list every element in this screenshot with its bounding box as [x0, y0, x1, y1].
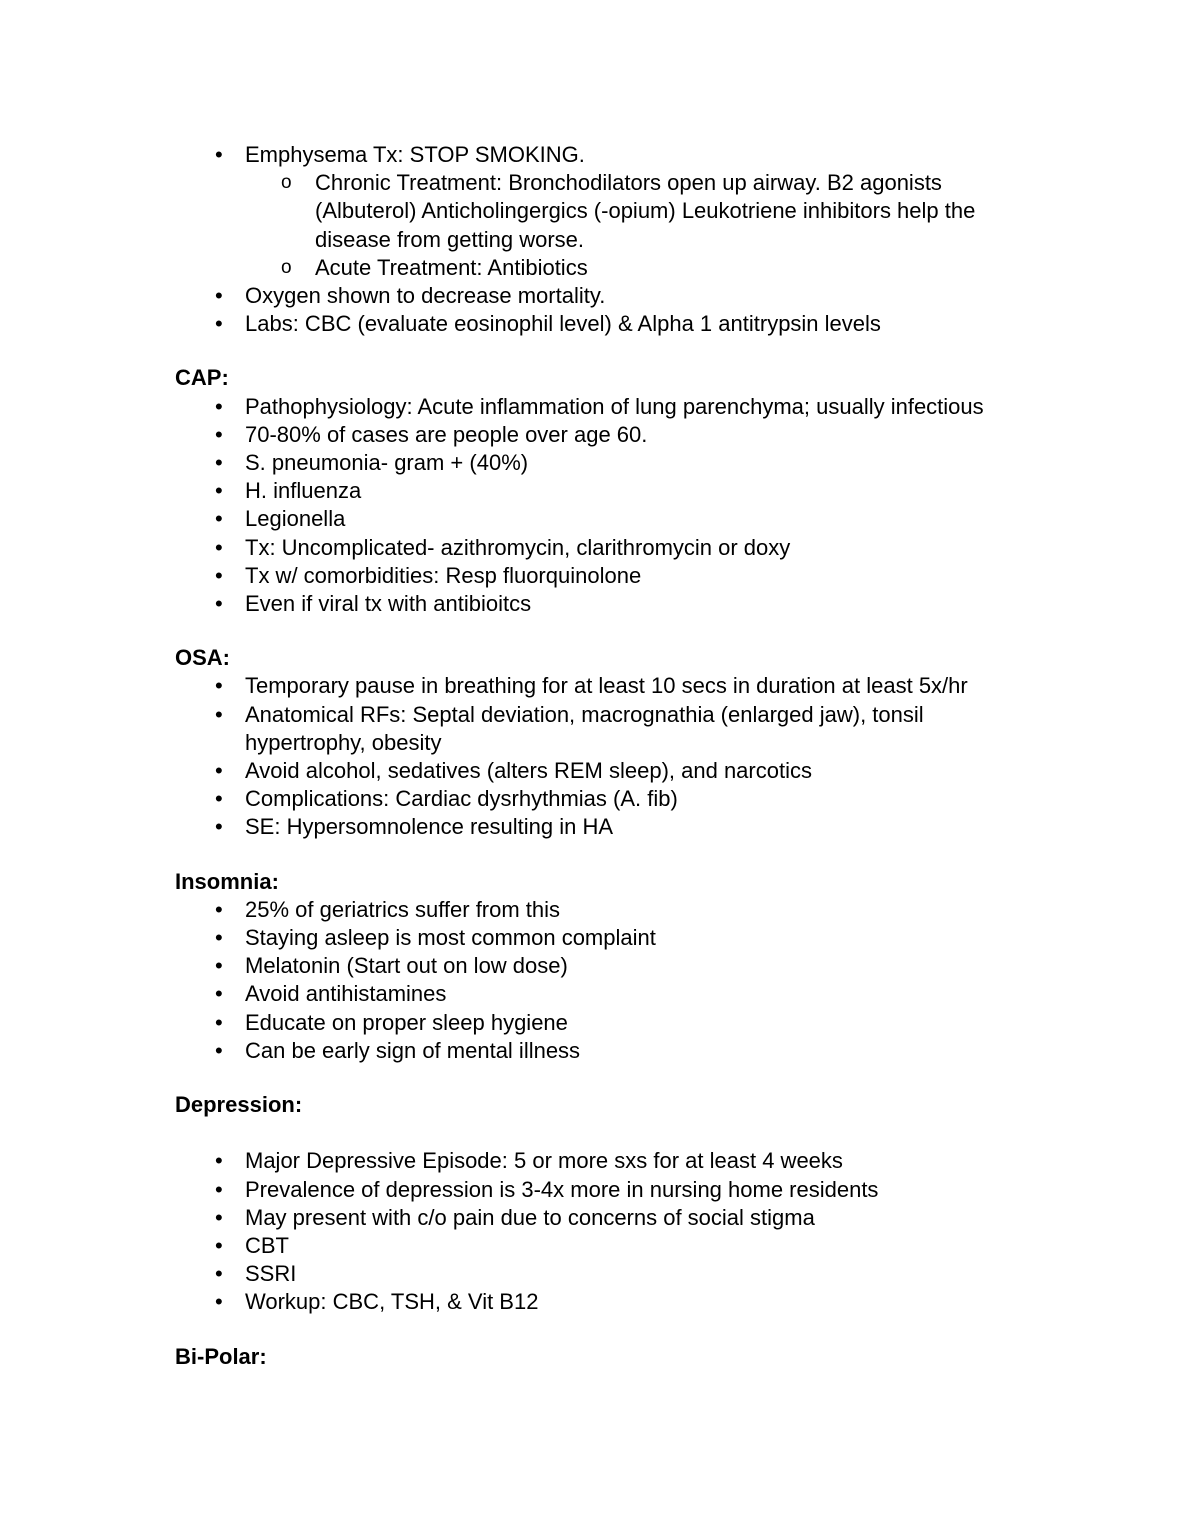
section-heading: Insomnia:: [175, 868, 279, 894]
list-item-text: Anatomical RFs: Septal deviation, macrognathia (enlarged jaw), tonsil hypertrophy, obesity: [245, 701, 924, 755]
list-item: [175, 1260, 1045, 1288]
list-item: [175, 141, 1045, 169]
section: [175, 141, 1045, 338]
section: [175, 364, 1045, 618]
list-item: [175, 310, 1045, 338]
bullet-icon: •: [215, 896, 223, 922]
list-item-text: Emphysema Tx: STOP SMOKING.: [245, 142, 585, 167]
bullet-icon: •: [215, 701, 223, 727]
bullet-list: [175, 393, 1045, 619]
bullet-list: [175, 672, 1045, 841]
bullet-icon: •: [215, 673, 223, 699]
bullet-icon: •: [215, 506, 223, 532]
bullet-icon: •: [215, 1261, 223, 1287]
circle-bullet-icon: o: [281, 256, 292, 278]
bullet-icon: •: [215, 758, 223, 784]
list-item-text: Avoid alcohol, sedatives (alters REM sleep), and narcotics: [245, 758, 812, 784]
list-item-text: Major Depressive Episode: 5 or more sxs for at least 4 weeks: [245, 1148, 843, 1174]
list-item: [175, 896, 1045, 924]
list-item-text: H. influenza: [245, 478, 362, 504]
list-item-text: Avoid antihistamines: [245, 981, 447, 1007]
circle-bullet-icon: o: [281, 172, 292, 194]
section: [175, 868, 1045, 1065]
list-item-text: CBT: [245, 1232, 289, 1258]
list-item-text: Pathophysiology: Acute inflammation of lung parenchyma; usually infectious: [245, 393, 984, 419]
section: [175, 1091, 1045, 1316]
section-heading: CAP:: [175, 365, 229, 391]
bullet-icon: •: [215, 814, 223, 840]
bullet-icon: •: [215, 1289, 223, 1315]
list-item-text: Tx w/ comorbidities: Resp fluorquinolone: [245, 562, 642, 588]
list-item-text: 25% of geriatrics suffer from this: [245, 896, 561, 922]
list-item: [175, 1288, 1045, 1316]
bullet-icon: •: [215, 1232, 223, 1258]
bullet-icon: •: [215, 1204, 223, 1230]
list-item-text: S. pneumonia- gram + (40%): [245, 450, 529, 476]
list-item-text: Complications: Cardiac dysrhythmias (A. fib): [245, 786, 678, 812]
list-item-text: Labs: CBC (evaluate eosinophil level) & Alpha 1 antitrypsin levels: [245, 311, 881, 337]
section-heading: Depression:: [175, 1092, 303, 1118]
list-item: [175, 1147, 1045, 1175]
list-item: [175, 924, 1045, 952]
list-item: [175, 1176, 1045, 1204]
list-item-text: Legionella: [245, 506, 346, 532]
list-item: [175, 590, 1045, 618]
list-item: [175, 1037, 1045, 1065]
list-item: [175, 701, 1045, 757]
bullet-icon: •: [215, 450, 223, 476]
bullet-icon: •: [215, 925, 223, 951]
list-item: [175, 785, 1045, 813]
list-item: [175, 254, 1045, 282]
list-item: [175, 169, 1045, 254]
list-item-text: SE: Hypersomnolence resulting in HA: [245, 814, 614, 840]
list-item: [175, 534, 1045, 562]
list-item-text: Tx: Uncomplicated- azithromycin, clarithromycin or doxy: [245, 534, 791, 560]
bullet-icon: •: [215, 142, 223, 167]
list-item: [175, 952, 1045, 980]
bullet-icon: •: [215, 421, 223, 447]
list-item: [175, 980, 1045, 1008]
bullet-list: [175, 141, 1045, 338]
list-item-text: 70-80% of cases are people over age 60.: [245, 421, 648, 447]
section-heading: OSA:: [175, 645, 230, 671]
list-item-text: Chronic Treatment: Bronchodilators open up airway. B2 agonists (Albuterol) Anticholingergics (-opium) Leukotriene inhibitors help the disease from getting worse.: [315, 170, 976, 252]
bullet-icon: •: [215, 786, 223, 812]
list-item: [175, 757, 1045, 785]
bullet-icon: •: [215, 1148, 223, 1174]
list-item: [175, 449, 1045, 477]
bullet-icon: •: [215, 534, 223, 560]
bullet-icon: •: [215, 393, 223, 419]
list-item-text: Can be early sign of mental illness: [245, 1037, 581, 1063]
list-item-text: Oxygen shown to decrease mortality.: [245, 283, 606, 309]
list-item: [175, 282, 1045, 310]
bullet-icon: •: [215, 981, 223, 1007]
bullet-list: [175, 896, 1045, 1065]
list-item: [175, 393, 1045, 421]
section-heading: Bi-Polar:: [175, 1343, 267, 1369]
list-item: [175, 421, 1045, 449]
bullet-icon: •: [215, 478, 223, 504]
list-item: [175, 1009, 1045, 1037]
list-item: [175, 672, 1045, 700]
list-item: [175, 1204, 1045, 1232]
list-item-text: Prevalence of depression is 3-4x more in nursing home residents: [245, 1176, 879, 1202]
section: [175, 644, 1045, 841]
bullet-icon: •: [215, 311, 223, 337]
list-item: [175, 562, 1045, 590]
bullet-icon: •: [215, 283, 223, 309]
bullet-list: [175, 1147, 1045, 1316]
bullet-icon: •: [215, 591, 223, 617]
bullet-icon: •: [215, 562, 223, 588]
list-item-text: May present with c/o pain due to concerns of social stigma: [245, 1204, 815, 1230]
list-item-text: Melatonin (Start out on low dose): [245, 953, 568, 979]
list-item-text: SSRI: [245, 1261, 297, 1287]
bullet-icon: •: [215, 953, 223, 979]
list-item: [175, 813, 1045, 841]
list-item-text: Educate on proper sleep hygiene: [245, 1009, 568, 1035]
bullet-icon: •: [215, 1009, 223, 1035]
bullet-icon: •: [215, 1176, 223, 1202]
list-item: [175, 477, 1045, 505]
document-page: [175, 141, 1045, 1371]
list-item: [175, 505, 1045, 533]
bullet-icon: •: [215, 1037, 223, 1063]
list-item-text: Acute Treatment: Antibiotics: [315, 254, 588, 280]
list-item: [175, 1232, 1045, 1260]
list-item-text: Staying asleep is most common complaint: [245, 925, 656, 951]
spacer: [175, 1119, 1045, 1147]
list-item-text: Workup: CBC, TSH, & Vit B12: [245, 1289, 539, 1315]
section: [175, 1343, 1045, 1371]
list-item-text: Even if viral tx with antibioitcs: [245, 591, 532, 617]
list-item-text: Temporary pause in breathing for at least 10 secs in duration at least 5x/hr: [245, 673, 968, 699]
